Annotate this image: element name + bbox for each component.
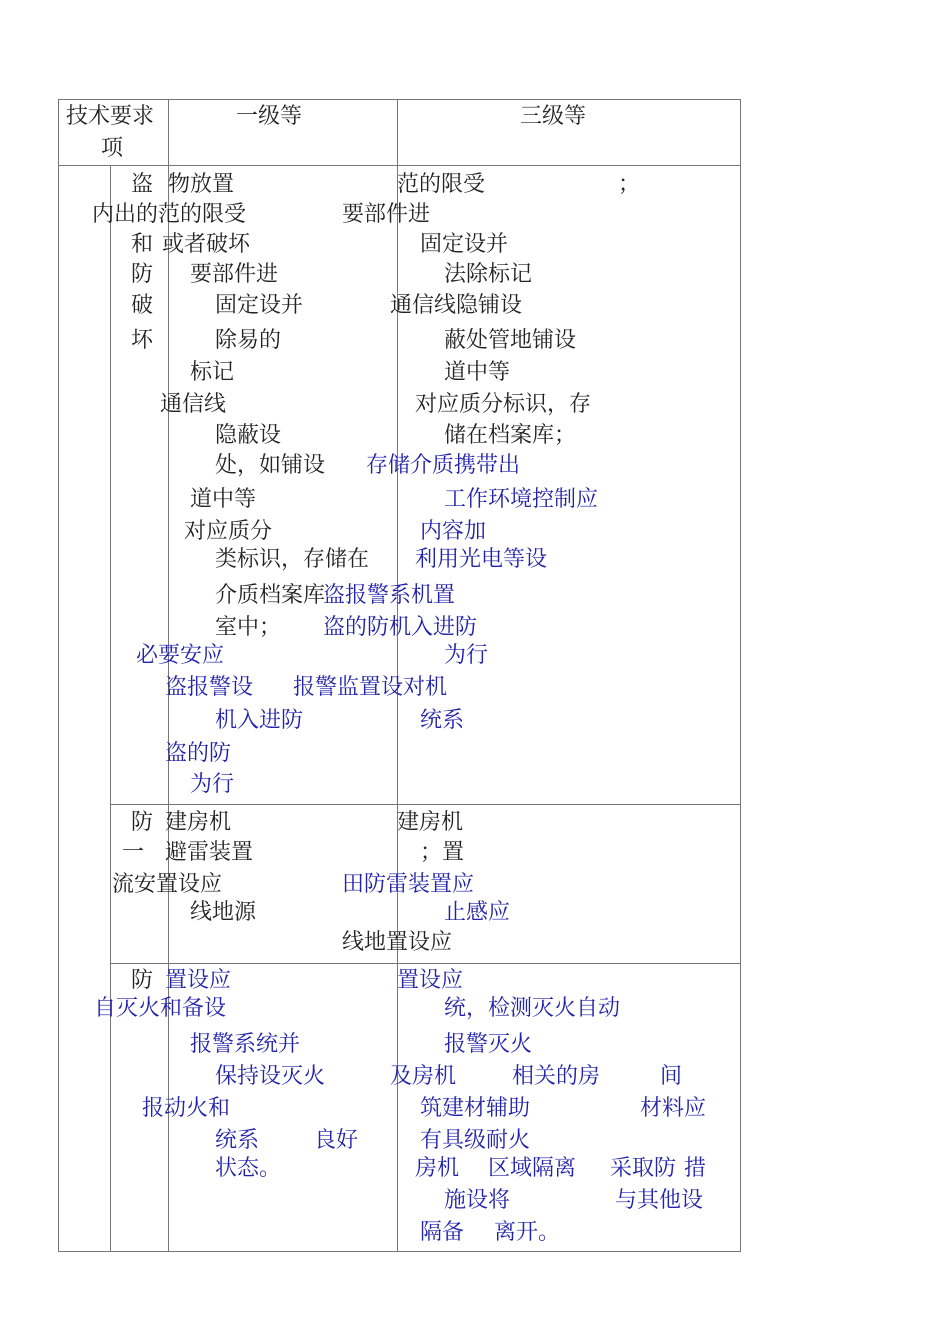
theft-l3-12: 内容加 bbox=[420, 519, 487, 544]
theft-l3-5: 通信线隐铺设 bbox=[390, 293, 523, 318]
fire-l3-10: 区域隔离 bbox=[488, 1156, 577, 1181]
table-border-left bbox=[58, 99, 59, 1252]
theft-l1-16: 盗报警设 bbox=[165, 675, 254, 700]
theft-l3-2: 要部件进 bbox=[342, 202, 431, 227]
fire-side-text: 自灭火和备设 bbox=[94, 996, 227, 1021]
theft-l1-3: 要部件进 bbox=[190, 262, 279, 287]
table-border-right bbox=[740, 99, 741, 1252]
theft-l3-6: 蔽处管地铺设 bbox=[444, 328, 577, 353]
fire-l3-9: 房机 bbox=[415, 1156, 460, 1181]
theft-l3-10: 存储介质携带出 bbox=[366, 453, 521, 478]
fire-l3-12: 措 bbox=[684, 1156, 707, 1181]
fire-l3-14: 与其他设 bbox=[615, 1188, 704, 1213]
fire-l3-4: 相关的房 bbox=[512, 1064, 601, 1089]
theft-l3-1: ； bbox=[618, 172, 641, 197]
theft-l3-9: 储在档案库； bbox=[444, 423, 577, 448]
lightning-l3-4: 线地置设应 bbox=[342, 930, 453, 955]
col-divider-0 bbox=[110, 165, 111, 1252]
cat-theft-1: 盗 bbox=[131, 172, 154, 197]
cat-theft-5: 坏 bbox=[131, 328, 154, 353]
theft-l3-3: 固定设并 bbox=[420, 232, 509, 257]
theft-l3-7: 道中等 bbox=[444, 360, 511, 385]
lightning-l1-1: 避雷装置 bbox=[165, 840, 254, 865]
theft-l1-19: 为行 bbox=[190, 772, 235, 797]
theft-l1-4: 固定设并 bbox=[215, 293, 304, 318]
theft-l1-13: 介质档案库 bbox=[215, 583, 326, 608]
theft-l3-15: 盗的防机入进防 bbox=[323, 615, 478, 640]
theft-l1-2: 或者破坏 bbox=[162, 232, 251, 257]
theft-l3-4: 法除标记 bbox=[444, 262, 533, 287]
fire-l3-7: 材料应 bbox=[640, 1096, 707, 1121]
header-col1-line2: 项 bbox=[101, 136, 124, 161]
fire-l3-11: 采取防 bbox=[610, 1156, 677, 1181]
lightning-l1-2: 线地源 bbox=[190, 900, 257, 925]
theft-l1-15: 必要安应 bbox=[136, 643, 225, 668]
table-border-top bbox=[58, 99, 741, 100]
theft-l3-17: 报警监置设对机 bbox=[293, 675, 448, 700]
theft-l1-9: 处，如铺设 bbox=[215, 453, 326, 478]
fire-l1-0: 置设应 bbox=[165, 968, 232, 993]
fire-l3-16: 离开。 bbox=[494, 1220, 561, 1245]
cat-lightning-2: 一 bbox=[122, 840, 145, 865]
fire-l3-13: 施设将 bbox=[444, 1188, 511, 1213]
cat-lightning-1: 防 bbox=[131, 810, 154, 835]
theft-l1-17: 机入进防 bbox=[215, 708, 304, 733]
fire-l3-2: 报警灭火 bbox=[444, 1032, 533, 1057]
fire-l1-3: 报动火和 bbox=[142, 1096, 231, 1121]
theft-l3-13: 利用光电等设 bbox=[415, 547, 548, 572]
cat-fire-1: 防 bbox=[131, 968, 154, 993]
theft-l1-10: 道中等 bbox=[190, 487, 257, 512]
theft-l3-0: 范的限受 bbox=[397, 172, 486, 197]
fire-l1-2: 保持设灭火 bbox=[215, 1064, 326, 1089]
fire-l3-0: 置设应 bbox=[397, 968, 464, 993]
theft-l3-16: 为行 bbox=[444, 643, 489, 668]
lightning-side-text: 流安置设应 bbox=[112, 872, 223, 897]
lightning-l3-2: 田防雷装置应 bbox=[342, 872, 475, 897]
lightning-l3-1: ；置 bbox=[420, 840, 465, 865]
fire-l3-15: 隔备 bbox=[420, 1220, 465, 1245]
fire-l1-4: 统系 bbox=[215, 1128, 260, 1153]
fire-l3-8: 有具级耐火 bbox=[420, 1128, 531, 1153]
theft-l1-7: 通信线 bbox=[160, 392, 227, 417]
theft-l3-8: 对应质分标识，存 bbox=[415, 392, 592, 417]
fire-l3-6: 筑建材辅助 bbox=[420, 1096, 531, 1121]
theft-l3-14: 盗报警系机置 bbox=[323, 583, 456, 608]
fire-l1-extra: 良好 bbox=[314, 1128, 359, 1153]
theft-l1-18: 盗的防 bbox=[165, 741, 232, 766]
theft-l1-5: 除易的 bbox=[215, 328, 282, 353]
theft-l1-11: 对应质分 bbox=[184, 519, 273, 544]
theft-l1-6: 标记 bbox=[190, 360, 235, 385]
row-divider-1 bbox=[110, 804, 741, 805]
header-col2: 一级等 bbox=[236, 104, 303, 129]
cat-theft-3: 防 bbox=[131, 262, 154, 287]
theft-l3-11: 工作环境控制应 bbox=[444, 487, 599, 512]
lightning-l3-0: 建房机 bbox=[397, 810, 464, 835]
theft-l1-0: 物放置 bbox=[168, 172, 235, 197]
fire-l1-1: 报警系统并 bbox=[190, 1032, 301, 1057]
theft-l1-12: 类标识，存储在 bbox=[215, 547, 370, 572]
header-col3: 三级等 bbox=[520, 104, 587, 129]
theft-side-text: 内出的范的限受 bbox=[92, 202, 247, 227]
cat-theft-4: 破 bbox=[131, 293, 154, 318]
fire-l3-1: 统，检测灭火自动 bbox=[444, 996, 621, 1021]
fire-l3-3: 及房机 bbox=[390, 1064, 457, 1089]
header-col1-line1: 技术要求 bbox=[66, 104, 155, 129]
row-divider-2 bbox=[110, 963, 741, 964]
lightning-l1-0: 建房机 bbox=[165, 810, 232, 835]
theft-l3-18: 统系 bbox=[420, 708, 465, 733]
cat-theft-2: 和 bbox=[131, 232, 154, 257]
lightning-l3-3: 止感应 bbox=[444, 900, 511, 925]
fire-l1-5: 状态。 bbox=[215, 1156, 282, 1181]
table-border-bottom bbox=[58, 1251, 741, 1252]
header-divider bbox=[58, 165, 741, 166]
theft-l1-8: 隐蔽设 bbox=[215, 423, 282, 448]
theft-l1-14: 室中； bbox=[215, 615, 282, 640]
fire-l3-5: 间 bbox=[660, 1064, 683, 1089]
